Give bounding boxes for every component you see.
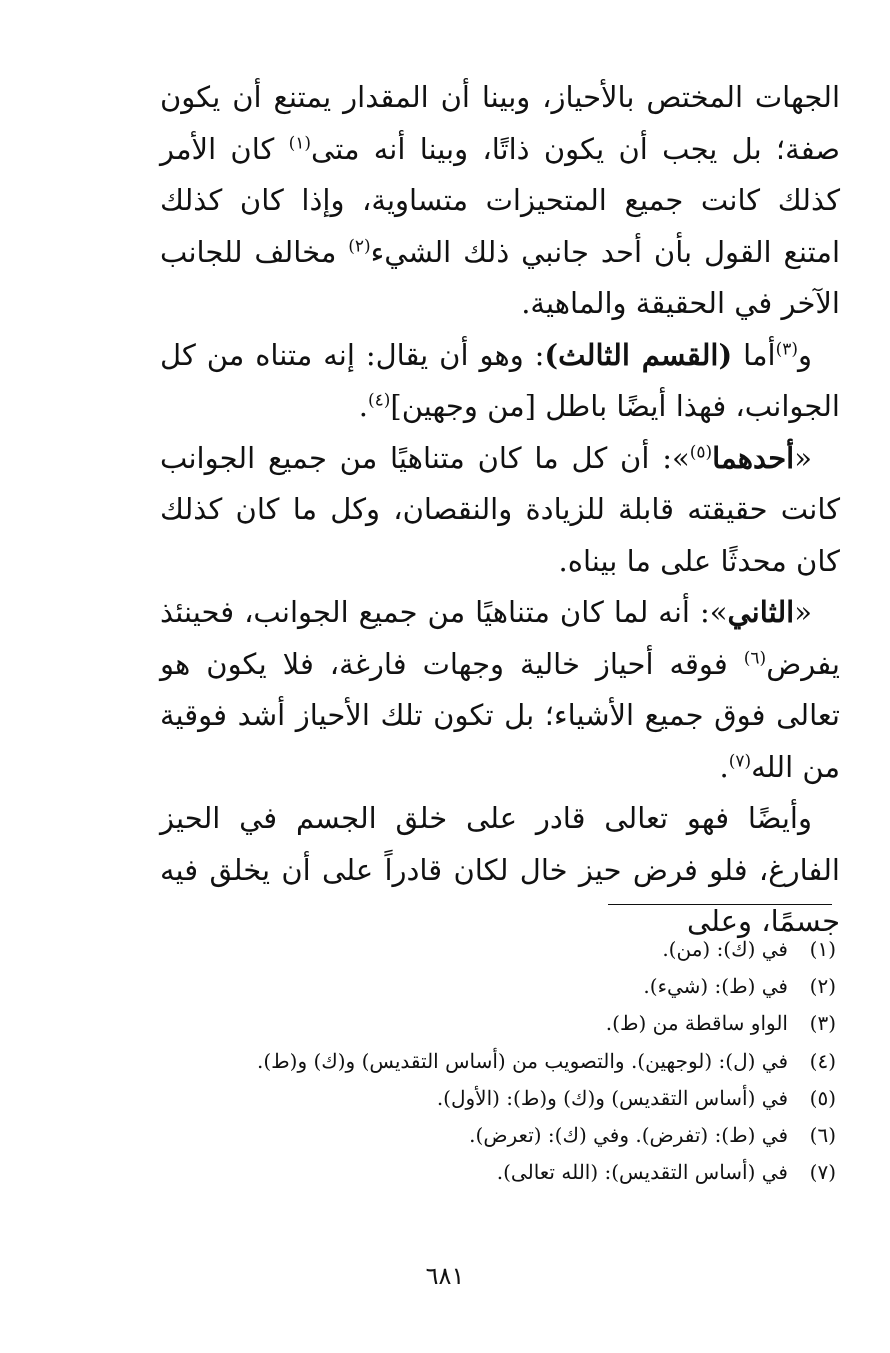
footnote-item xyxy=(160,1005,836,1042)
paragraph xyxy=(160,587,840,793)
footnote-text: في (ط): (شيء). xyxy=(643,974,788,999)
footnote-text: في (ط): (تفرض). وفي (ك): (تعرض). xyxy=(469,1123,788,1148)
footnote-reference: (٧) xyxy=(728,750,752,771)
bold-heading-text: الثاني xyxy=(727,595,795,629)
paragraph-text: كان الأمر كذلك كانت جميع المتحيزات متساوية، وإذا كان كذلك امتنع القول بأن أحد جانبي ذلك الشيء xyxy=(160,131,841,269)
paragraph-text: : وهو أن يقال: إنه متناه من كل الجوانب، فهذا أيضًا باطل [من وجهين] xyxy=(160,337,840,423)
footnote-text: الواو ساقطة من (ط). xyxy=(605,1011,788,1036)
footnote-reference: (٥) xyxy=(689,441,713,462)
footnote-number: (٤) xyxy=(809,1048,836,1073)
paragraph-text: الجهات المختص بالأحياز، وبينا أن المقدار يمتنع أن يكون صفة؛ بل يجب أن يكون ذاتًا، وبينا أنه متى xyxy=(160,80,840,166)
footnote-text: في (أساس التقديس) و(ك) و(ط): (الأول). xyxy=(436,1085,788,1110)
footnote-number: (٧) xyxy=(809,1160,836,1185)
paragraph-text: »: أن كل ما كان متناهيًا من جميع الجوانب كانت حقيقته قابلة للزيادة والنقصان، وكل ما كان كذلك كان محدثًا على ما بيناه. xyxy=(160,440,840,578)
paragraph-text: و xyxy=(797,337,812,372)
main-text xyxy=(160,72,840,948)
footnote-reference: (٣) xyxy=(775,338,798,359)
paragraph-text: . xyxy=(358,389,368,423)
footnote-reference: (١) xyxy=(288,132,312,153)
paragraph-text: مخالف للجانب الآخر في الحقيقة والماهية. xyxy=(160,234,840,320)
footnote-reference: (٢) xyxy=(348,235,371,256)
paragraph xyxy=(160,72,840,330)
footnote-item xyxy=(160,1117,836,1154)
footnote-reference: (٤) xyxy=(367,390,391,411)
footnotes xyxy=(160,931,836,1191)
paragraph xyxy=(160,330,840,433)
footnote-number: (١) xyxy=(809,937,836,961)
footnote-text: في (ل): (لوجهين). والتصويب من (أساس التقديس) و(ك) و(ط). xyxy=(256,1048,788,1073)
footnote-item xyxy=(160,1154,836,1191)
paragraph-text: « xyxy=(794,440,812,475)
paragraph-text: « xyxy=(794,595,812,629)
page-body xyxy=(160,72,840,948)
paragraph xyxy=(160,793,840,948)
bold-heading-text: أحدهما xyxy=(712,440,795,475)
paragraph-text: وأيضًا فهو تعالى قادر على خلق الجسم في الحيز الفارغ، فلو فرض حيز خال لكان قادراً على أن يخلق فيه جسمًا، وعلى xyxy=(160,801,840,938)
footnote-item xyxy=(160,1043,836,1080)
footnote-number: (٣) xyxy=(809,1011,836,1036)
footnote-item xyxy=(160,931,836,968)
paragraph-text: »: أنه لما كان متناهيًا من جميع الجوانب، فحينئذ يفرض xyxy=(160,595,840,681)
paragraph-text: أما xyxy=(732,337,776,372)
footnote-text: في (أساس التقديس): (الله تعالى). xyxy=(496,1160,788,1185)
footnote-number: (٥) xyxy=(809,1085,836,1110)
paragraph-text: . xyxy=(719,749,729,784)
footnote-reference: (٦) xyxy=(743,647,767,668)
footnote-text: في (ك): (من). xyxy=(662,937,788,961)
footnote-item xyxy=(160,1080,836,1117)
bold-heading-text: (القسم الثالث) xyxy=(544,337,733,372)
paragraph xyxy=(160,433,840,588)
page-number: ٦٨١ xyxy=(425,1262,465,1290)
footnote-number: (٦) xyxy=(809,1123,836,1148)
paragraph-text: فوقه أحياز خالية وجهات فارغة، فلا يكون هو تعالى فوق جميع الأشياء؛ بل تكون تلك الأحياز أشد فوقية من الله xyxy=(160,646,840,784)
footnote-item xyxy=(160,968,836,1005)
footnote-number: (٢) xyxy=(809,974,836,999)
footnote-separator xyxy=(608,904,832,905)
